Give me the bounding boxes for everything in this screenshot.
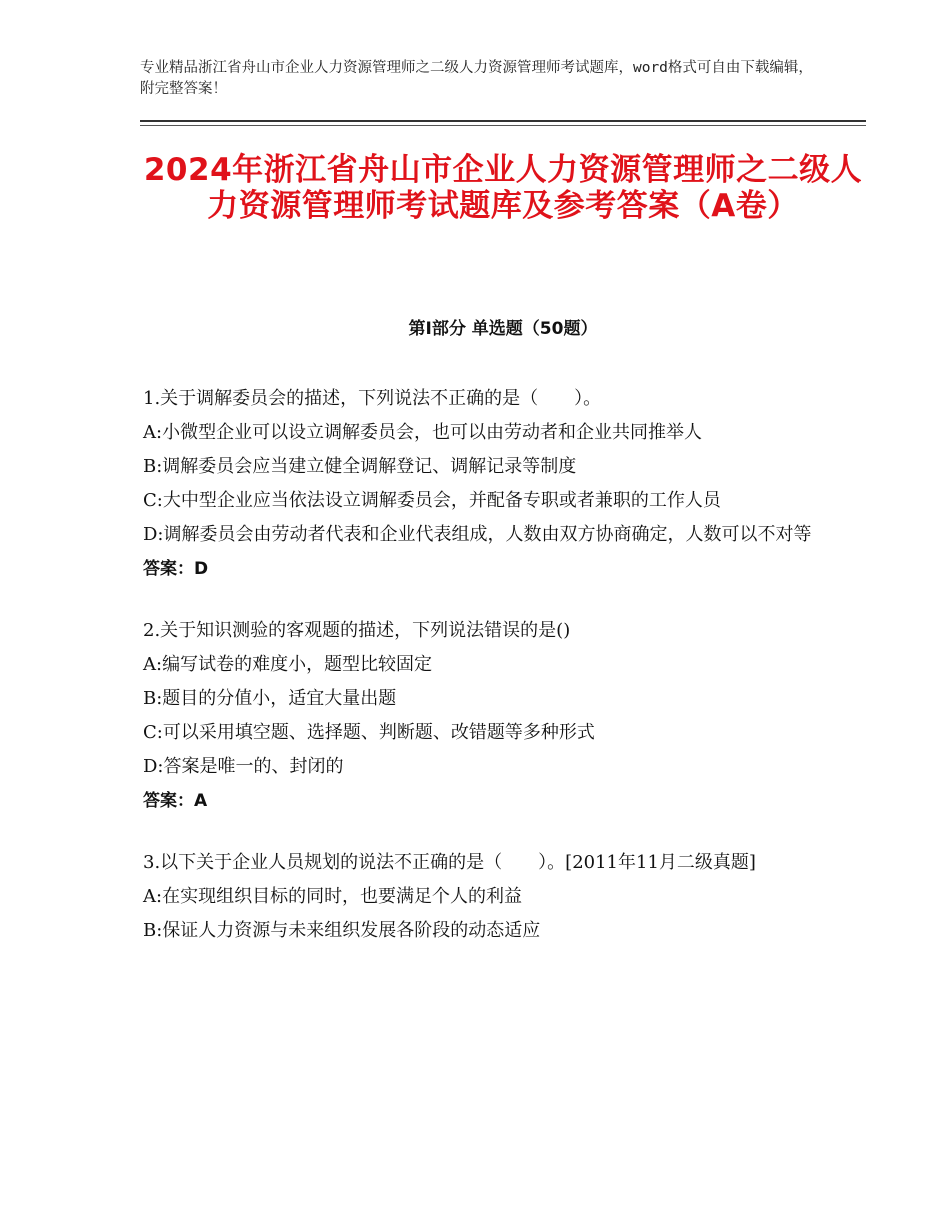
option-b: B:题目的分值小，适宜大量出题 [143,688,397,709]
header-rule-thick [140,120,866,122]
document-title: 2024年浙江省舟山市企业人力资源管理师之二级人力资源管理师考试题库及参考答案（A卷） [143,152,863,224]
question-2 [143,614,833,818]
answer: 答案：D [143,559,209,579]
option-a: A:小微型企业可以设立调解委员会，也可以由劳动者和企业共同推举人 [143,422,703,443]
question-stem: 2.关于知识测验的客观题的描述，下列说法错误的是() [143,620,571,641]
option-a: A:编写试卷的难度小，题型比较固定 [143,654,433,675]
option-d: D:答案是唯一的、封闭的 [143,756,344,777]
question-list [143,382,833,976]
option-b: B:调解委员会应当建立健全调解登记、调解记录等制度 [143,456,577,477]
question-1 [143,382,833,586]
question-stem: 3.以下关于企业人员规划的说法不正确的是（ ）。[2011年11月二级真题] [143,852,756,873]
option-c: C:可以采用填空题、选择题、判断题、改错题等多种形式 [143,722,595,743]
answer: 答案：A [143,791,208,811]
header-rule-thin [140,125,866,126]
question-stem: 1.关于调解委员会的描述，下列说法不正确的是（ ）。 [143,388,602,409]
option-a: A:在实现组织目标的同时，也要满足个人的利益 [143,886,523,907]
option-c: C:大中型企业应当依法设立调解委员会，并配备专职或者兼职的工作人员 [143,490,721,511]
header-note: 专业精品浙江省舟山市企业人力资源管理师之二级人力资源管理师考试题库，word格式可自由下载编辑，附完整答案！ [140,60,813,97]
question-3 [143,846,833,948]
section-heading: 第Ⅰ部分 单选题（50题） [408,319,598,339]
option-b: B:保证人力资源与未来组织发展各阶段的动态适应 [143,920,541,941]
option-d: D:调解委员会由劳动者代表和企业代表组成，人数由双方协商确定，人数可以不对等 [143,524,812,545]
